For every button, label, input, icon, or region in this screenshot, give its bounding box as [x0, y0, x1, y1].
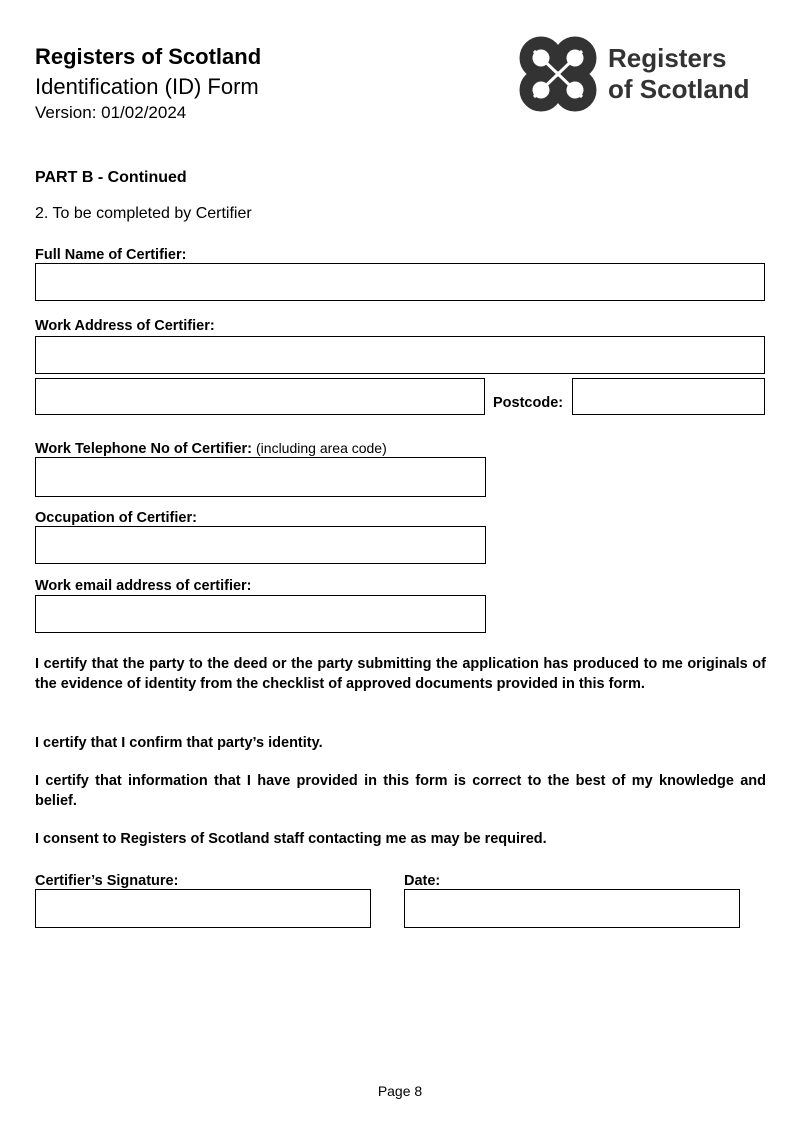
certification-statement-3: I certify that information that I have provided in this form is correct to the best of my knowledge and belief.: [35, 773, 766, 809]
telephone-label: [35, 440, 387, 457]
full-name-label: Full Name of Certifier:: [35, 247, 187, 263]
work-address-line-1-field[interactable]: [35, 336, 765, 374]
organisation-name: Registers of Scotland: [35, 44, 262, 69]
ros-knot-icon: [516, 33, 600, 115]
section-title: PART B - Continued: [35, 169, 187, 186]
date-field[interactable]: [404, 889, 740, 928]
email-field[interactable]: [35, 595, 486, 633]
signature-field[interactable]: [35, 889, 371, 928]
occupation-label: Occupation of Certifier:: [35, 510, 197, 526]
page-number: Page 8: [377, 1083, 423, 1099]
date-label: Date:: [404, 873, 441, 889]
full-name-field[interactable]: [35, 263, 765, 301]
telephone-label-text: Work Telephone No of Certifier:: [35, 441, 252, 457]
work-address-label: Work Address of Certifier:: [35, 318, 215, 334]
work-address-line-2-field[interactable]: [35, 378, 485, 415]
telephone-field[interactable]: [35, 457, 486, 497]
certification-statement-4: I consent to Registers of Scotland staff contacting me as may be required.: [35, 831, 547, 847]
form-version: Version: 01/02/2024: [35, 103, 187, 122]
form-title: Identification (ID) Form: [35, 74, 259, 99]
section-intro: 2. To be completed by Certifier: [35, 205, 252, 222]
postcode-field[interactable]: [572, 378, 765, 415]
logo-line-2: of Scotland: [608, 74, 750, 104]
ros-logo: [516, 33, 756, 115]
occupation-field[interactable]: [35, 526, 486, 564]
email-label: Work email address of certifier:: [35, 578, 252, 594]
telephone-label-note: (including area code): [256, 440, 387, 456]
logo-line-1: Registers: [608, 43, 727, 73]
postcode-label: Postcode:: [493, 395, 564, 411]
signature-label: Certifier’s Signature:: [35, 873, 179, 889]
logo-wordmark: [608, 43, 750, 105]
certification-statement-1: I certify that the party to the deed or the party submitting the application has produced to me originals of the evidence of identity from the checklist of approved documents provided in this form.: [35, 656, 766, 692]
certification-statement-2: I certify that I confirm that party’s identity.: [35, 735, 323, 751]
